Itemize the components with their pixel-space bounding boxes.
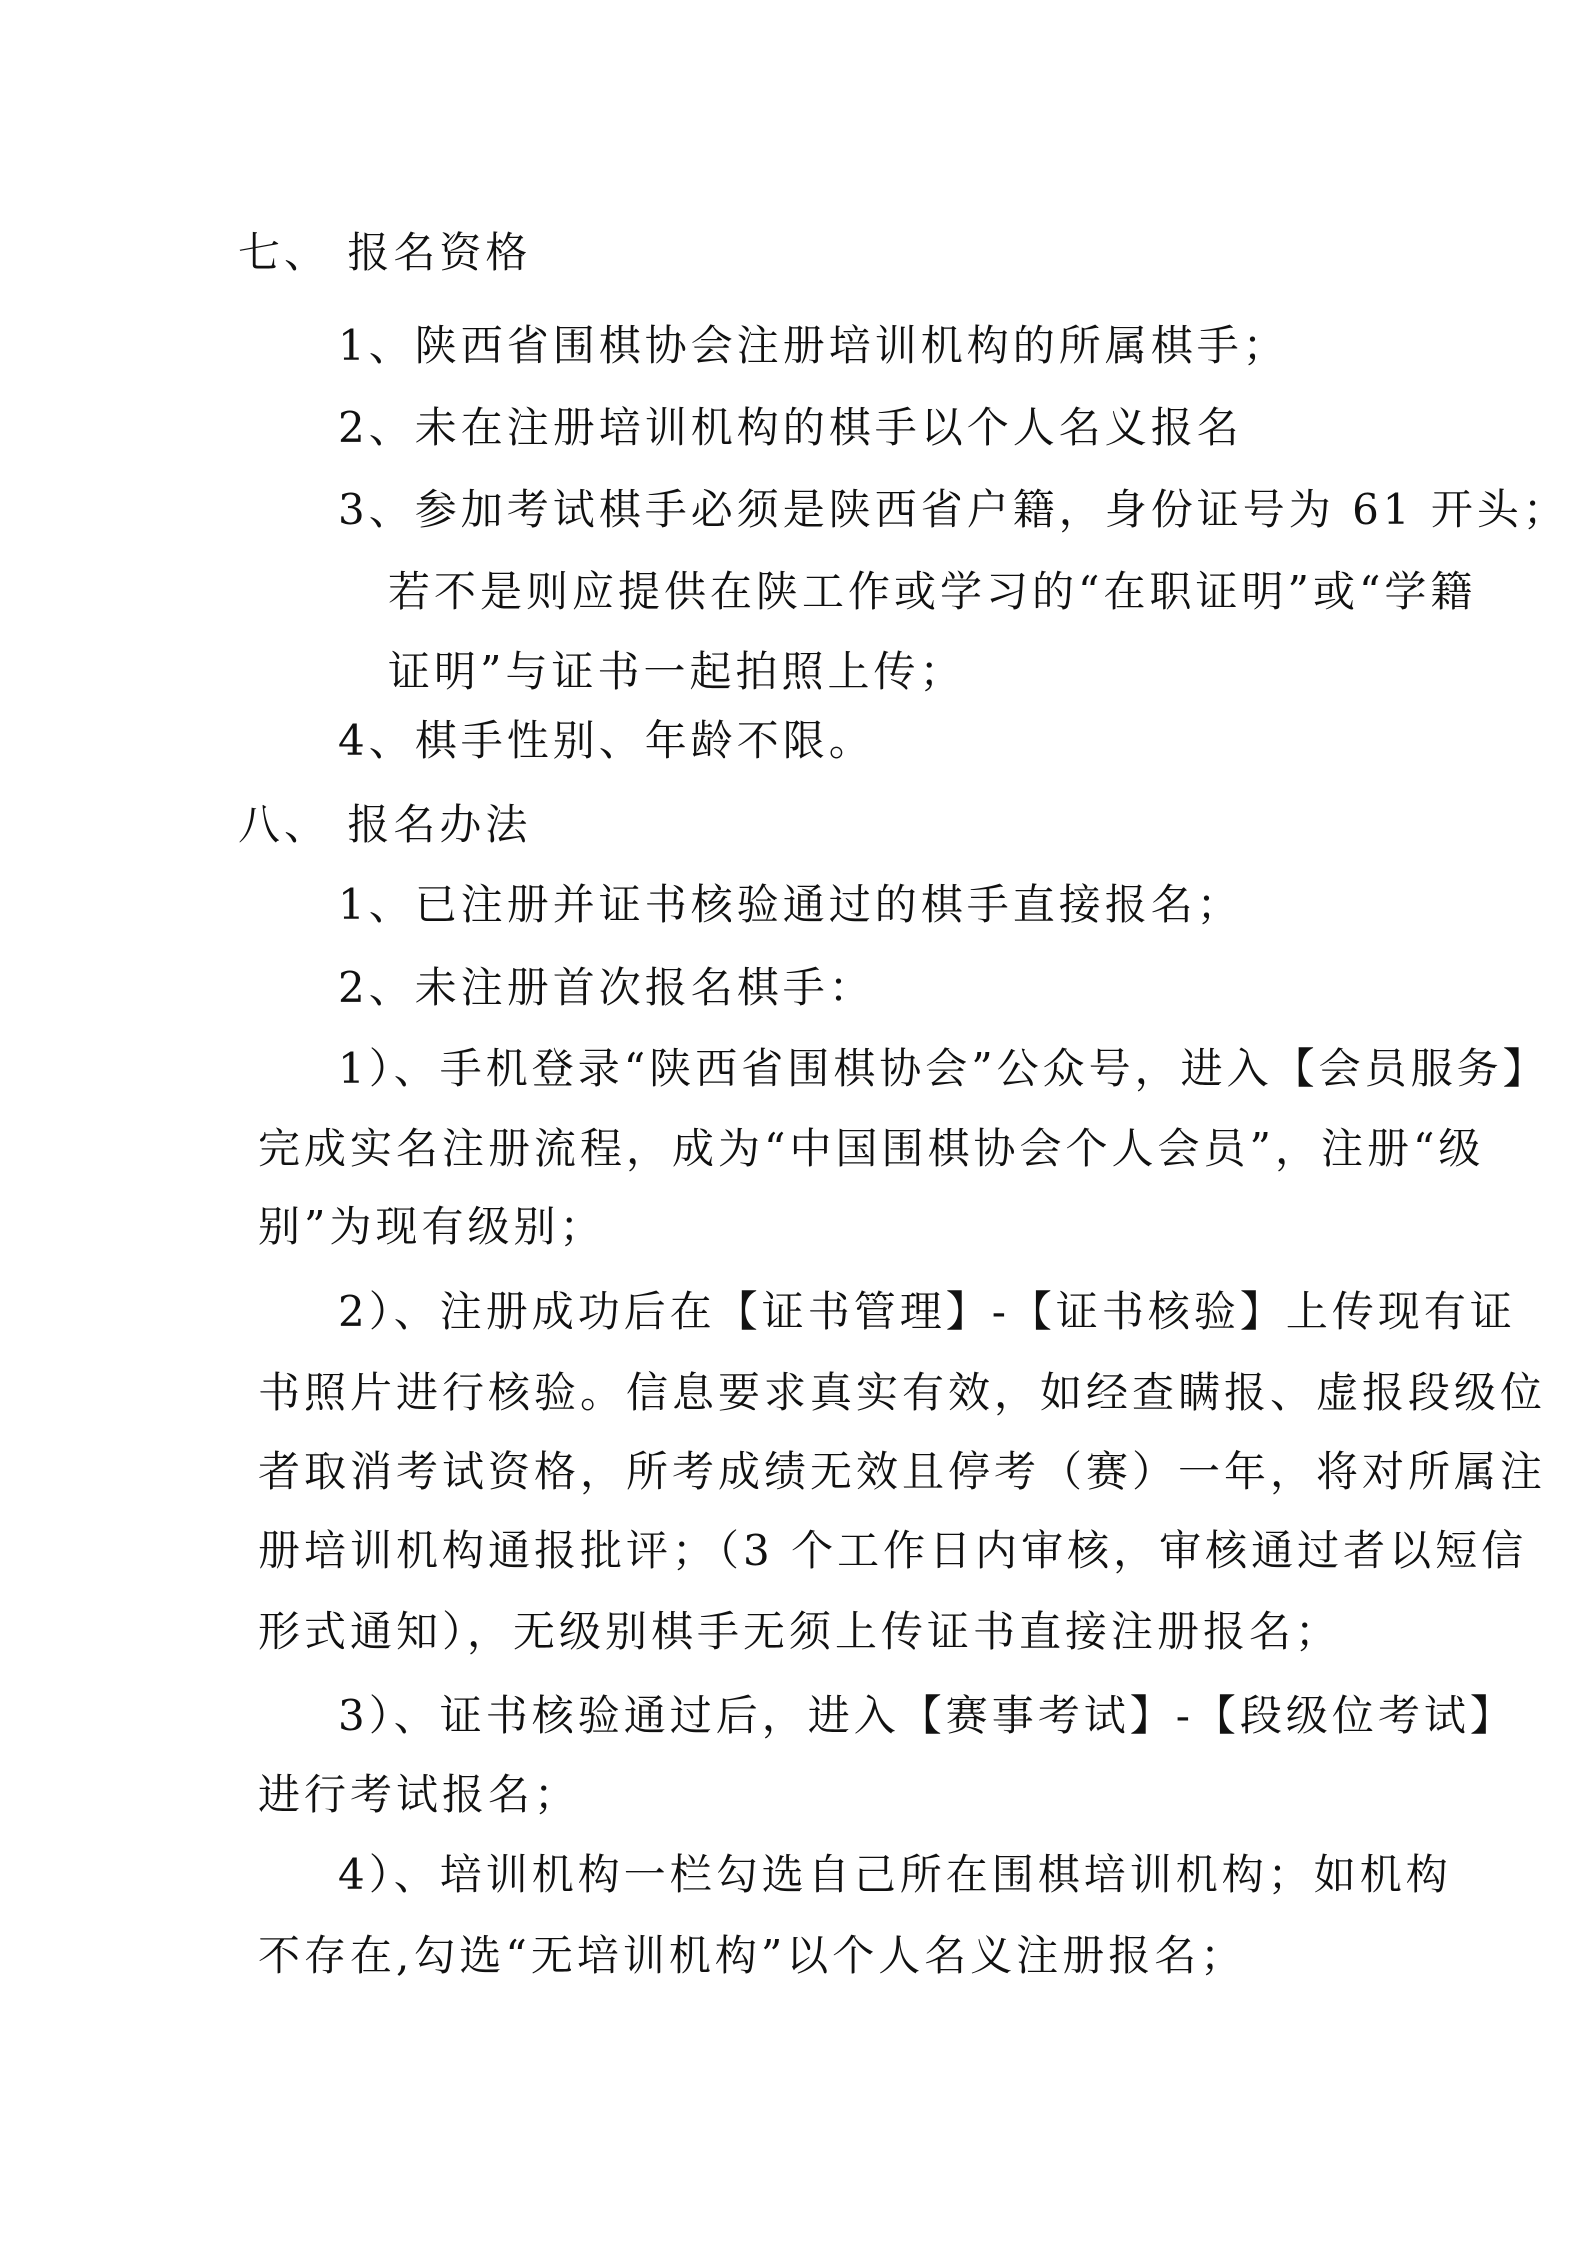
section-8-step-1-cont-1: 完成实名注册流程，成为“中国围棋协会个人会员”，注册“级 bbox=[258, 1124, 1485, 1173]
section-7-item-4: 4、棋手性别、年龄不限。 bbox=[338, 716, 875, 765]
section-7-item-2: 2、未在注册培训机构的棋手以个人名义报名 bbox=[338, 403, 1243, 452]
section-8-step-1-cont-2: 别”为现有级别； bbox=[258, 1202, 606, 1251]
section-8-step-2-cont-2: 者取消考试资格，所考成绩无效且停考（赛）一年，将对所属注 bbox=[258, 1447, 1547, 1496]
section-7-item-3-cont-1: 若不是则应提供在陕工作或学习的“在职证明”或“学籍 bbox=[388, 567, 1477, 616]
section-8-step-3: 3）、证书核验通过后，进入【赛事考试】-【段级位考试】 bbox=[338, 1691, 1516, 1740]
section-7-item-1: 1、陕西省围棋协会注册培训机构的所属棋手； bbox=[338, 321, 1289, 370]
section-8-step-2-cont-3: 册培训机构通报批评；（3 个工作日内审核，审核通过者以短信 bbox=[258, 1526, 1528, 1575]
section-7-item-3: 3、参加考试棋手必须是陕西省户籍，身份证号为 61 开头； bbox=[338, 485, 1569, 534]
section-8-step-2-cont-4: 形式通知），无级别棋手无须上传证书直接注册报名； bbox=[258, 1607, 1342, 1656]
section-8-item-2: 2、未注册首次报名棋手： bbox=[338, 963, 875, 1012]
section-8-heading: 八、 报名办法 bbox=[238, 800, 532, 849]
section-8-step-2: 2）、注册成功后在【证书管理】-【证书核验】上传现有证 bbox=[338, 1287, 1516, 1336]
section-7-heading: 七、 报名资格 bbox=[238, 228, 532, 277]
section-8-step-4-cont-1: 不存在,勾选“无培训机构”以个人名义注册报名； bbox=[258, 1931, 1247, 1980]
section-8-step-4: 4）、培训机构一栏勾选自己所在围棋培训机构；如机构 bbox=[338, 1850, 1452, 1899]
section-8-step-3-cont-1: 进行考试报名； bbox=[258, 1770, 581, 1819]
section-7-item-3-cont-2: 证明”与证书一起拍照上传； bbox=[388, 647, 966, 696]
section-8-step-1: 1）、手机登录“陕西省围棋协会”公众号，进入【会员服务】 bbox=[338, 1044, 1549, 1093]
section-8-step-2-cont-1: 书照片进行核验。信息要求真实有效，如经查瞒报、虚报段级位 bbox=[258, 1368, 1547, 1417]
section-8-item-1: 1、已注册并证书核验通过的棋手直接报名； bbox=[338, 880, 1243, 929]
